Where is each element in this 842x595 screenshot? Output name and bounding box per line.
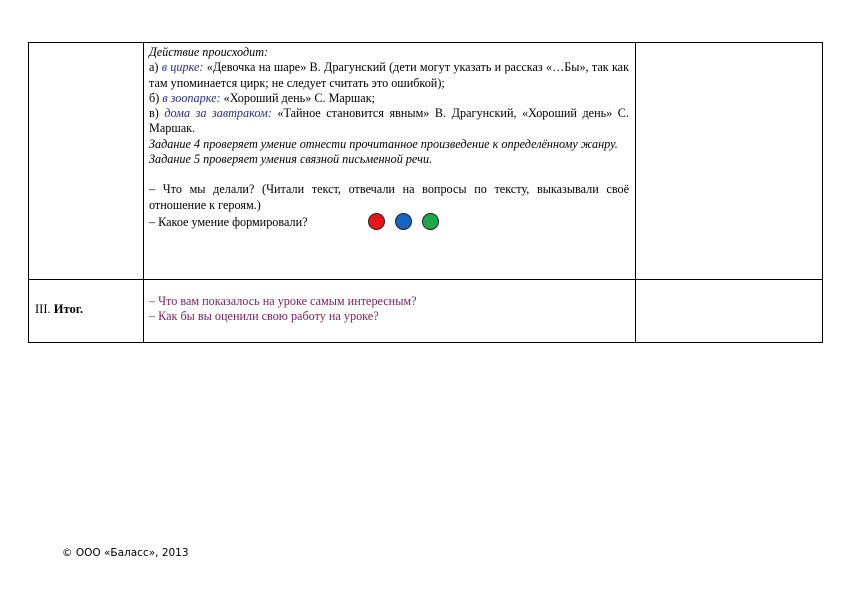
question-skill bbox=[149, 213, 629, 234]
item-c-prefix: в) bbox=[149, 106, 165, 121]
question-interesting: – Что вам показалось на уроке самым интересным? bbox=[149, 294, 417, 308]
table-row bbox=[29, 43, 823, 280]
red-dot-icon bbox=[368, 213, 385, 230]
item-a-place: в цирке: bbox=[161, 60, 204, 75]
task5-note: Задание 5 проверяет умения связной письменной речи. bbox=[149, 152, 433, 167]
item-b-text: «Хороший день» С. Маршак; bbox=[220, 90, 376, 105]
stage-number: III. bbox=[35, 302, 51, 316]
task4-note: Задание 4 проверяет умение отнести прочитанное произведение к определённому жанру. bbox=[149, 136, 618, 151]
content-cell bbox=[144, 280, 636, 343]
lesson-table bbox=[28, 42, 823, 343]
question-skill-text: – Какое умение формировали? bbox=[149, 214, 308, 229]
item-b bbox=[149, 91, 629, 106]
blue-dot-icon bbox=[395, 213, 412, 230]
question-self-assessment: – Как бы вы оценили свою работу на уроке? bbox=[149, 309, 379, 324]
stage-cell-empty bbox=[29, 43, 144, 280]
question-what-did: – Что мы делали? (Читали текст, отвечали на вопросы по тексту, выказывали своё отношение к героям.) bbox=[149, 182, 629, 212]
notes-cell-empty bbox=[636, 43, 823, 280]
green-dot-icon bbox=[422, 213, 439, 230]
item-b-prefix: б) bbox=[149, 90, 163, 105]
item-a-prefix: а) bbox=[149, 60, 162, 75]
stage-cell bbox=[29, 280, 144, 343]
item-c bbox=[149, 106, 629, 137]
item-c-text: «Тайное становится явным» В. Драгунский, «Хороший день» С. Маршак. bbox=[149, 106, 629, 136]
table-row bbox=[29, 280, 823, 343]
item-a bbox=[149, 60, 629, 91]
notes-cell-empty bbox=[636, 280, 823, 343]
item-c-place: дома за завтраком: bbox=[164, 106, 272, 121]
copyright-footer: © ООО «Баласс», 2013 bbox=[62, 547, 189, 559]
item-b-place: в зоопарке: bbox=[162, 90, 221, 105]
action-heading: Действие происходит: bbox=[149, 45, 269, 59]
stage-name: Итог. bbox=[50, 302, 84, 316]
content-cell bbox=[144, 43, 636, 280]
color-dots bbox=[368, 213, 449, 234]
item-a-text: «Девочка на шаре» В. Драгунский (дети могут указать и рассказ «…Бы», так как там упоминается цирк; не следует считать это ошибкой); bbox=[149, 60, 630, 90]
